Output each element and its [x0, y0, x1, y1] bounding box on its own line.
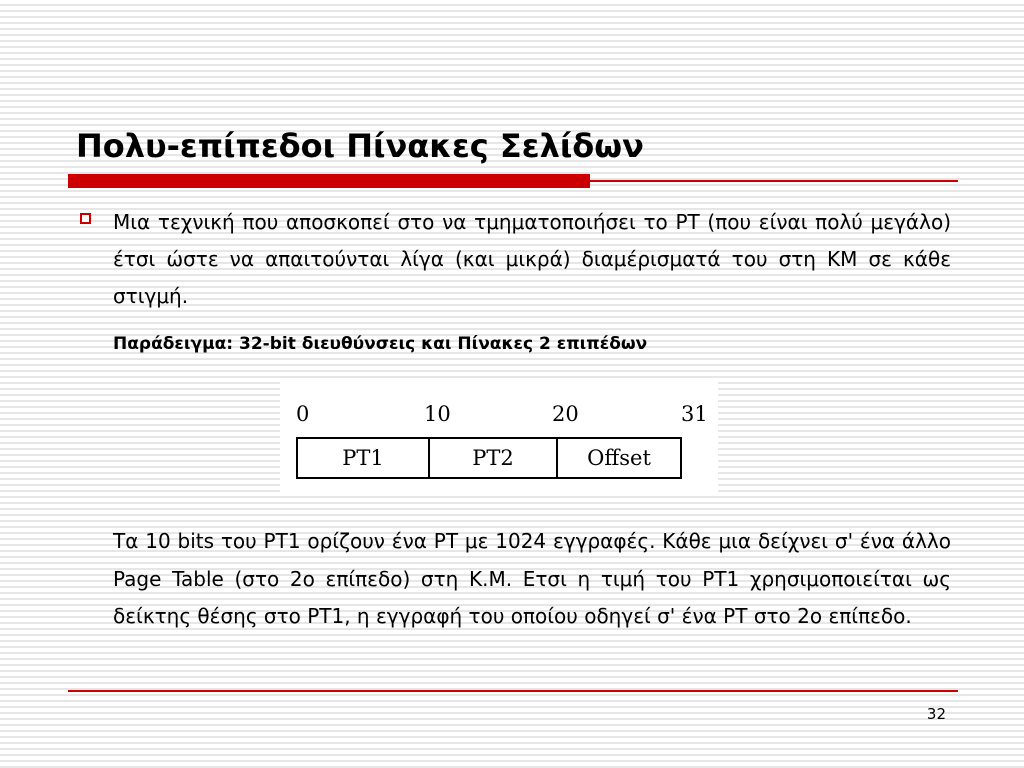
bit-tick-label: 31 [681, 402, 708, 426]
title-underline [68, 174, 958, 188]
bit-tick-label: 20 [552, 402, 579, 426]
address-field-pt1: PT1 [342, 446, 384, 470]
bullet-text: Μια τεχνική που αποσκοπεί στο να τμηματοποιήσει το PT (που είναι πολύ μεγάλο) έτσι ώστε να απαιτούνται λίγα (και μικρά) διαμέρισματά του στη ΚΜ σε κάθε στιγμή. [113, 210, 951, 308]
title-underline-thick [68, 174, 590, 188]
footer-divider [68, 690, 958, 692]
slide-title: Πολυ-επίπεδοι Πίνακες Σελίδων [76, 127, 644, 165]
address-fields-box [296, 437, 682, 479]
address-format-diagram [280, 382, 718, 496]
page-number: 32 [926, 705, 946, 723]
explanation-paragraph: Τα 10 bits του PT1 ορίζουν ένα PT με 1024 εγγραφές. Κάθε μια δείχνει σ' ένα άλλο Page Table (στο 2ο επίπεδο) στη Κ.Μ. Ετσι η τιμή του PT1 χρησιμοποιείται ως δείκτης θέσης στο PT1, η εγγραφή του οποίου οδηγεί σ' ένα PT στο 2ο επίπεδο. [113, 529, 951, 628]
bit-tick-label: 10 [424, 402, 451, 426]
address-field-offset: Offset [556, 439, 680, 477]
hollow-square-bullet-icon [80, 213, 91, 224]
example-heading: Παράδειγμα: 32-bit διευθύνσεις και Πίνακες 2 επιπέδων [113, 334, 648, 354]
address-field-pt2: PT2 [428, 439, 556, 477]
title-underline-thin [590, 180, 958, 182]
bit-tick-label: 0 [296, 402, 310, 426]
